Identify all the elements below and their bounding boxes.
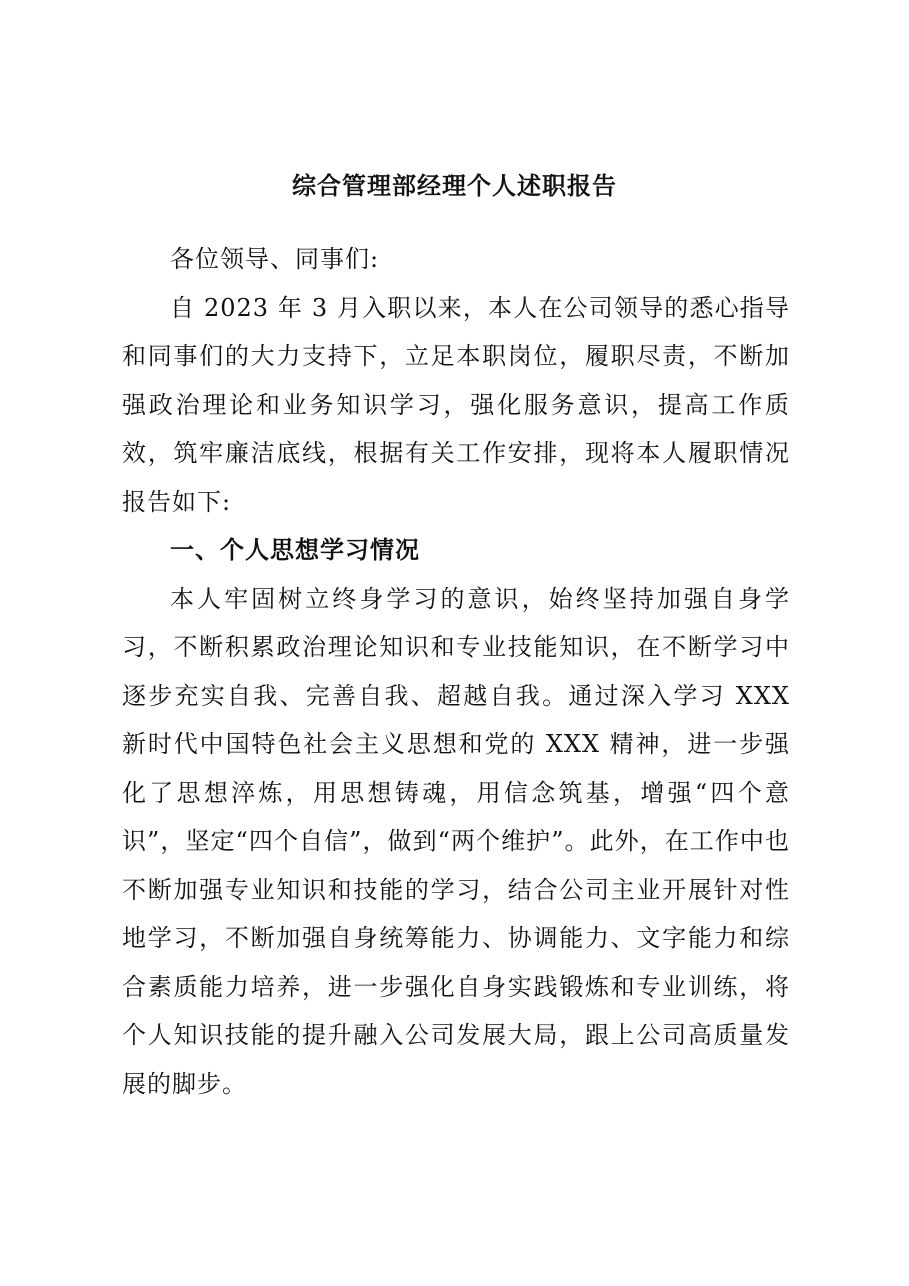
section-paragraph-1: 本人牢固树立终身学习的意识，始终坚持加强自身学习，不断积累政治理论知识和专业技能知识，在不断学习中逐步充实自我、完善自我、超越自我。通过深入学习 XXX 新时代中国特色社会主义思想和党的 XXX 精神，进一步强化了思想淬炼，用思想铸魂，用信念筑基，增强“四个意识”，坚定“四个自信”，做到“两个维护”。此外，在工作中也不断加强专业知识和技能的学习，结合公司主业开展针对性地学习，不断加强自身统筹能力、协调能力、文字能力和综合素质能力培养，进一步强化自身实践锻炼和专业训练，将个人知识技能的提升融入公司发展大局，跟上公司高质量发展的脚步。 (122, 584, 790, 1098)
intro-paragraph: 自 2023 年 3 月入职以来，本人在公司领导的悉心指导和同事们的大力支持下，立足本职岗位，履职尽责，不断加强政治理论和业务知识学习，强化服务意识，提高工作质效，筑牢廉洁底线，根据有关工作安排，现将本人履职情况报告如下: (122, 293, 790, 516)
section-heading-1: 一、个人思想学习情况 (170, 535, 420, 564)
salutation: 各位领导、同事们: (170, 245, 380, 273)
document-title: 综合管理部经理个人述职报告 (292, 171, 617, 200)
document-body (122, 235, 790, 1108)
